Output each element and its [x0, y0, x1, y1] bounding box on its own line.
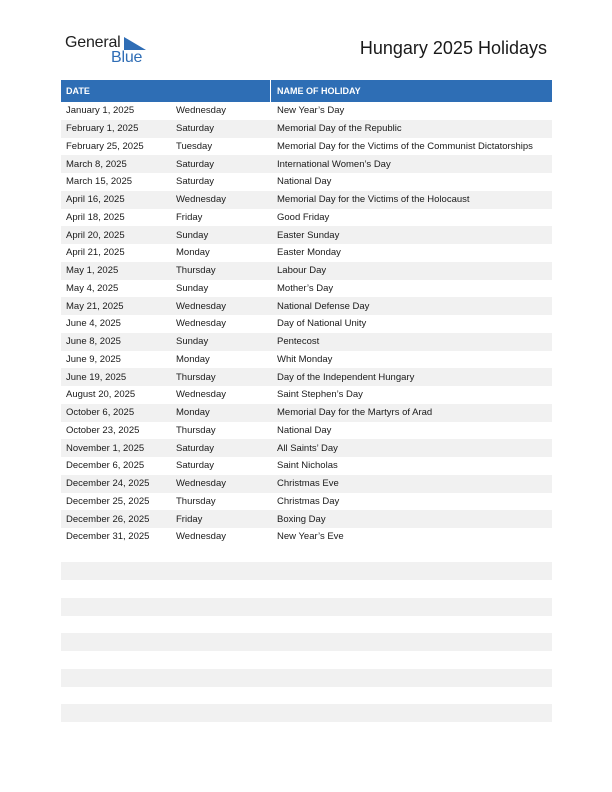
row-weekday: Sunday	[176, 229, 209, 241]
row-weekday: Tuesday	[176, 140, 213, 152]
row-weekday: Friday	[176, 211, 203, 223]
column-header-name: NAME OF HOLIDAY	[277, 86, 361, 96]
table-row	[61, 475, 552, 493]
row-weekday: Wednesday	[176, 318, 226, 330]
row-date: June 19, 2025	[66, 371, 127, 383]
row-weekday: Wednesday	[176, 531, 226, 543]
row-holiday-name: Whit Monday	[277, 353, 333, 365]
row-holiday-name: Mother’s Day	[277, 282, 334, 294]
row-holiday-name: Boxing Day	[277, 513, 326, 525]
row-holiday-name: Pentecost	[277, 336, 320, 348]
row-date: June 4, 2025	[66, 318, 121, 330]
row-date: March 15, 2025	[66, 176, 133, 188]
table-row	[61, 404, 552, 422]
row-date: February 25, 2025	[66, 140, 144, 152]
row-holiday-name: New Year’s Day	[277, 105, 345, 117]
table-row	[61, 102, 552, 120]
row-holiday-name: New Year’s Eve	[277, 531, 344, 543]
row-holiday-name: All Saints’ Day	[277, 442, 338, 454]
row-weekday: Friday	[176, 513, 203, 525]
table-row	[61, 457, 552, 475]
table-header	[61, 80, 552, 102]
row-date: June 8, 2025	[66, 336, 121, 348]
row-weekday: Wednesday	[176, 389, 226, 401]
row-date: June 9, 2025	[66, 353, 121, 365]
table-row	[61, 120, 552, 138]
table-row	[61, 280, 552, 298]
row-holiday-name: National Day	[277, 176, 332, 188]
row-weekday: Monday	[176, 353, 210, 365]
row-holiday-name: Christmas Day	[277, 495, 340, 507]
row-holiday-name: National Day	[277, 424, 332, 436]
row-date: May 4, 2025	[66, 282, 119, 294]
logo-text-blue: Blue	[111, 49, 143, 66]
row-date: January 1, 2025	[66, 105, 135, 117]
table-row	[61, 226, 552, 244]
row-weekday: Wednesday	[176, 194, 226, 206]
row-holiday-name: Labour Day	[277, 265, 327, 277]
table-row	[61, 155, 552, 173]
row-weekday: Monday	[176, 247, 210, 259]
empty-row	[61, 562, 552, 580]
row-date: April 20, 2025	[66, 229, 125, 241]
row-date: April 21, 2025	[66, 247, 125, 259]
row-date: February 1, 2025	[66, 123, 139, 135]
row-date: May 1, 2025	[66, 265, 119, 277]
table-row	[61, 262, 552, 280]
row-holiday-name: Memorial Day for the Martyrs of Arad	[277, 407, 433, 419]
row-date: December 31, 2025	[66, 531, 150, 543]
row-holiday-name: Good Friday	[277, 211, 330, 223]
logo-text-general: General	[65, 34, 121, 51]
table-row	[61, 138, 552, 156]
row-holiday-name: Day of National Unity	[277, 318, 367, 330]
row-weekday: Thursday	[176, 371, 216, 383]
row-weekday: Thursday	[176, 495, 216, 507]
table-row	[61, 173, 552, 191]
row-date: October 6, 2025	[66, 407, 135, 419]
row-date: December 24, 2025	[66, 478, 150, 490]
table-row	[61, 422, 552, 440]
logo	[65, 34, 155, 68]
holiday-table	[61, 80, 552, 546]
table-row	[61, 493, 552, 511]
table-row	[61, 386, 552, 404]
row-date: May 21, 2025	[66, 300, 124, 312]
row-holiday-name: Day of the Independent Hungary	[277, 371, 415, 383]
row-weekday: Thursday	[176, 265, 216, 277]
empty-row	[61, 598, 552, 616]
row-weekday: Sunday	[176, 282, 209, 294]
row-weekday: Wednesday	[176, 478, 226, 490]
row-date: December 6, 2025	[66, 460, 145, 472]
row-weekday: Saturday	[176, 460, 215, 472]
table-row	[61, 351, 552, 369]
row-date: April 16, 2025	[66, 194, 125, 206]
row-weekday: Monday	[176, 407, 210, 419]
row-weekday: Saturday	[176, 123, 215, 135]
row-holiday-name: Easter Monday	[277, 247, 341, 259]
empty-row	[61, 669, 552, 687]
row-holiday-name: Christmas Eve	[277, 478, 339, 490]
row-weekday: Saturday	[176, 442, 215, 454]
row-weekday: Saturday	[176, 158, 215, 170]
page-title: Hungary 2025 Holidays	[359, 38, 547, 58]
row-date: October 23, 2025	[66, 424, 140, 436]
table-row	[61, 315, 552, 333]
table-row	[61, 297, 552, 315]
row-weekday: Saturday	[176, 176, 215, 188]
row-holiday-name: Saint Nicholas	[277, 460, 338, 472]
table-row	[61, 368, 552, 386]
table-row	[61, 510, 552, 528]
table-row	[61, 439, 552, 457]
table-row	[61, 209, 552, 227]
row-holiday-name: Memorial Day for the Victims of the Communist Dictatorships	[277, 140, 533, 152]
row-holiday-name: Memorial Day for the Victims of the Holocaust	[277, 194, 470, 206]
row-holiday-name: National Defense Day	[277, 300, 370, 312]
row-holiday-name: International Women’s Day	[277, 158, 391, 170]
row-date: December 26, 2025	[66, 513, 150, 525]
column-header-date: DATE	[61, 80, 271, 102]
table-row	[61, 191, 552, 209]
row-holiday-name: Memorial Day of the Republic	[277, 123, 402, 135]
row-weekday: Sunday	[176, 336, 209, 348]
table-row	[61, 528, 552, 546]
table-body	[61, 102, 552, 546]
row-holiday-name: Saint Stephen’s Day	[277, 389, 363, 401]
row-date: March 8, 2025	[66, 158, 127, 170]
row-date: August 20, 2025	[66, 389, 136, 401]
empty-row	[61, 704, 552, 722]
empty-row	[61, 633, 552, 651]
row-date: December 25, 2025	[66, 495, 150, 507]
row-weekday: Thursday	[176, 424, 216, 436]
table-row	[61, 244, 552, 262]
table-row	[61, 333, 552, 351]
row-date: April 18, 2025	[66, 211, 125, 223]
row-holiday-name: Easter Sunday	[277, 229, 340, 241]
row-date: November 1, 2025	[66, 442, 145, 454]
row-weekday: Wednesday	[176, 105, 226, 117]
row-weekday: Wednesday	[176, 300, 226, 312]
